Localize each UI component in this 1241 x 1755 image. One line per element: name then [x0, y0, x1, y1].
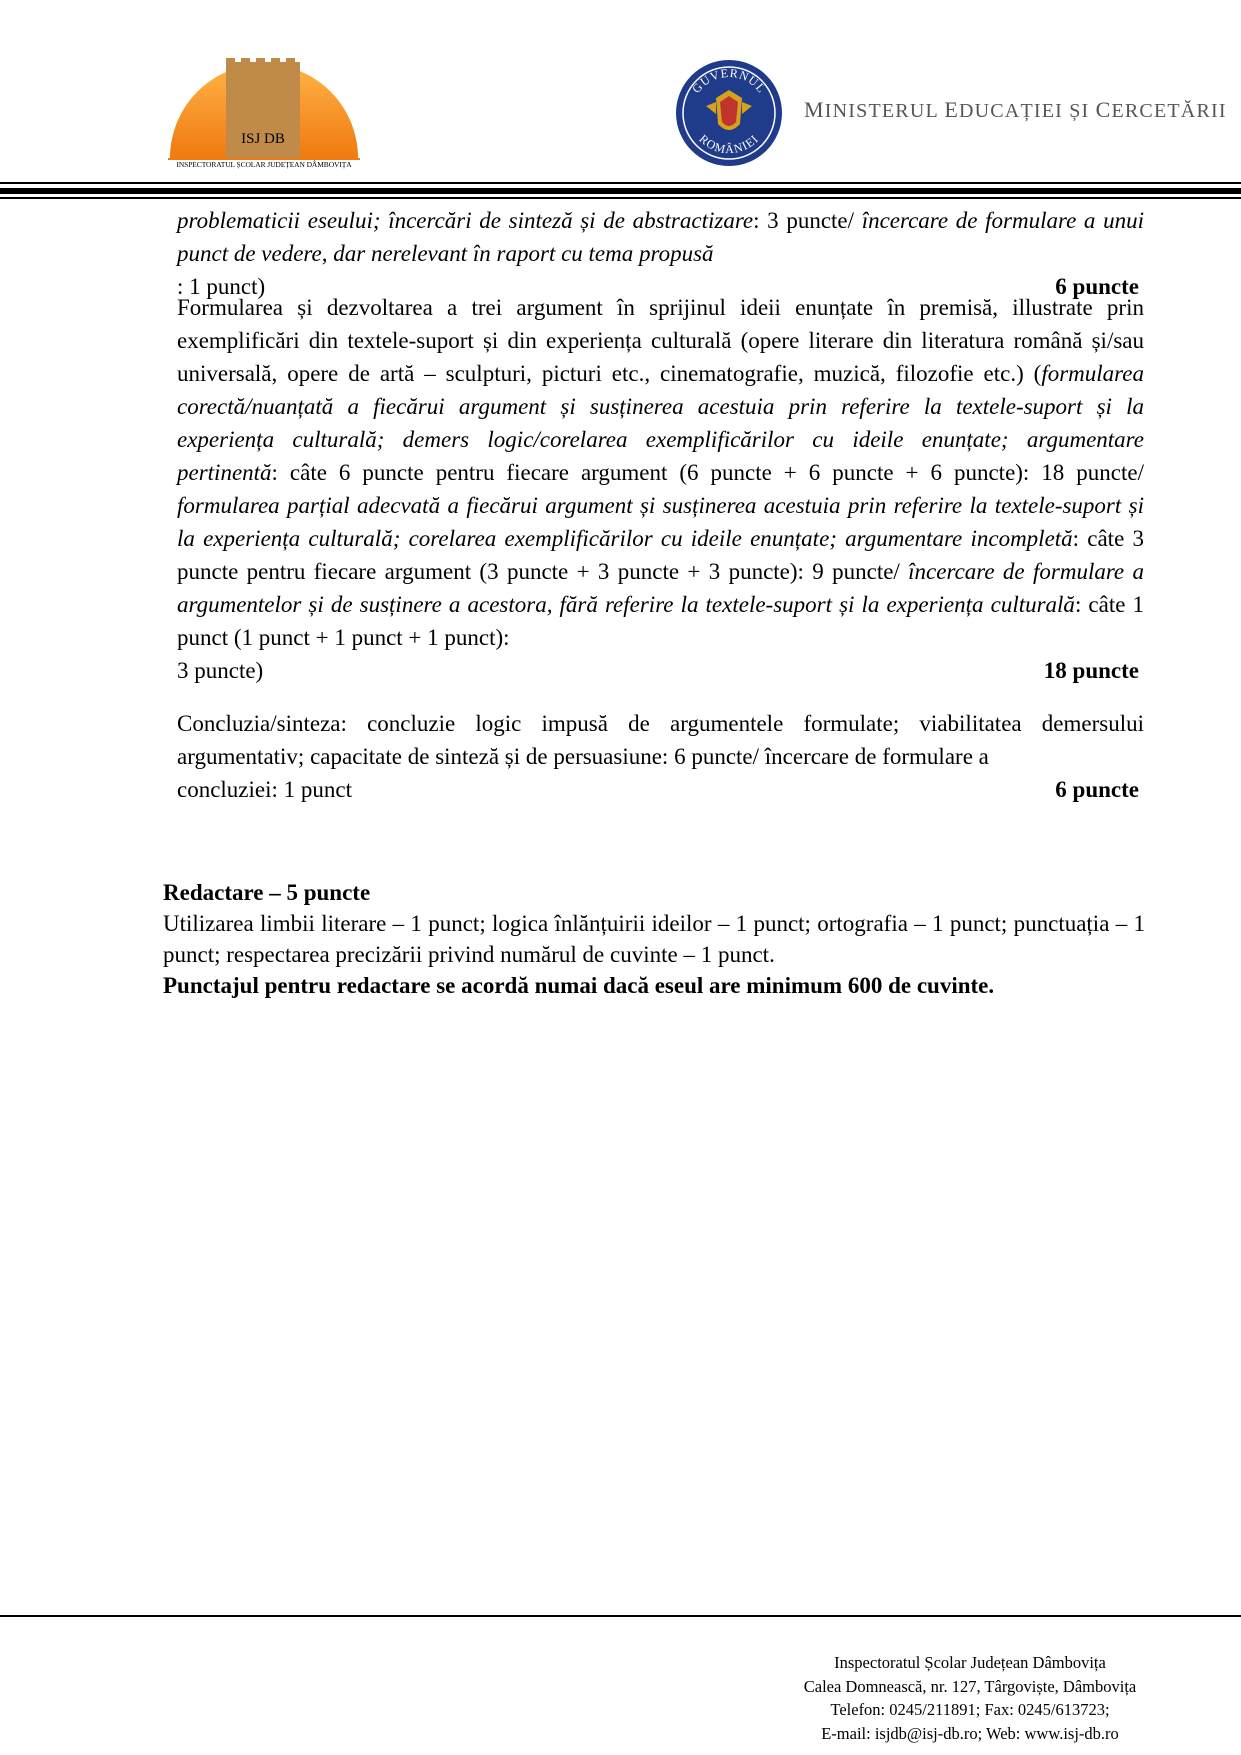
score-18-puncte: 18 puncte: [1043, 658, 1139, 683]
score-6-puncte: 6 puncte: [1055, 274, 1139, 299]
footer-address: [740, 1651, 1200, 1745]
seal-top-text: GUVERNUL: [689, 65, 769, 96]
seal-bottom-text: ROMÂNIEI: [696, 131, 762, 157]
footer-line-phone: Telefon: 0245/211891; Fax: 0245/613723;: [830, 1700, 1110, 1719]
redactare-note: Punctajul pentru redactare se acordă numai dacă eseul are minimum 600 de cuvinte.: [163, 973, 995, 998]
isj-logo-caption: INSPECTORATUL ȘCOLAR JUDEȚEAN DÂMBOVIȚA: [176, 160, 352, 169]
paragraph-thesis-criteria: problematicii eseului; încercări de sinteză și de abstractizare: 3 puncte/ încercare de formulare a unui punct de vedere, dar nerelevant în raport cu tema propusă : 1 punct) 6 puncte: [177, 204, 1144, 303]
redactare-section: [163, 877, 1145, 1001]
paragraph-conclusion-criteria: Concluzia/sinteza: concluzie logic impusă de argumentele formulate; viabilitatea demersului argumentativ; capacitate de sinteză și de persuasiune: 6 puncte/ încercare de formulare a concluziei: 1 punct 6 puncte: [177, 707, 1144, 806]
guvernul-romaniei-seal: [674, 58, 784, 168]
header-rule-thick: [0, 188, 1241, 194]
isj-logo-text: ISJ DB: [241, 131, 285, 147]
score-6-puncte-conclusion: 6 puncte: [1055, 777, 1139, 802]
header-rule-thin: [0, 182, 1241, 184]
isj-db-logo: [168, 48, 360, 176]
paragraph-arguments-criteria: Formularea și dezvoltarea a trei argument în sprijinul ideii enunțate în premisă, illustrate prin exemplificări din textele-suport și din experiența culturală (opere literare din literatura română și/sau universală, opere de artă – sculpturi, picturi etc., cinematografie, muzică, filozofie etc.) (formularea corectă/nuanțată a fiecărui argument și susținerea acestuia prin referire la textele-suport și la experiența culturală; demers logic/corelarea exemplificărilor cu ideile enunțate; argumentare pertinentă: câte 6 puncte pentru fiecare argument (6 puncte + 6 puncte + 6 puncte): 18 puncte/ formularea parțial adecvată a fiecărui argument și susținerea acestuia prin referire la textele-suport și la experiența culturală; corelarea exemplificărilor cu ideile enunțate; argumentare incompletă: câte 3 puncte pentru fiecare argument (3 puncte + 3 puncte + 3 puncte): 9 puncte/ încercare de formulare a argumentelor și de susținere a acestora, fără referire la textele-suport și la experiența culturală: câte 1 punct (1 punct + 1 punct + 1 punct): 3 puncte) 18 puncte: [177, 291, 1144, 687]
footer-rule: [0, 1615, 1241, 1617]
ministry-title: MINISTERUL EDUCAȚIEI ȘI CERCETĂRII: [804, 97, 1227, 122]
redactare-body: Utilizarea limbii literare – 1 punct; logica înlănțuirii ideilor – 1 punct; ortografia – 1 punct; punctuația – 1 punct; respectarea precizării privind numărul de cuvinte – 1 punct.: [163, 911, 1145, 967]
footer-line-contact: E-mail: isjdb@isj-db.ro; Web: www.isj-db.ro: [821, 1723, 1119, 1743]
header-rule-bottom: [0, 197, 1241, 199]
footer-line-address: Calea Domnească, nr. 127, Târgoviște, Dâmbovița: [803, 1676, 1137, 1696]
footer-line-institution: Inspectoratul Școlar Județean Dâmbovița: [834, 1653, 1106, 1672]
redactare-title: Redactare – 5 puncte: [163, 880, 371, 905]
